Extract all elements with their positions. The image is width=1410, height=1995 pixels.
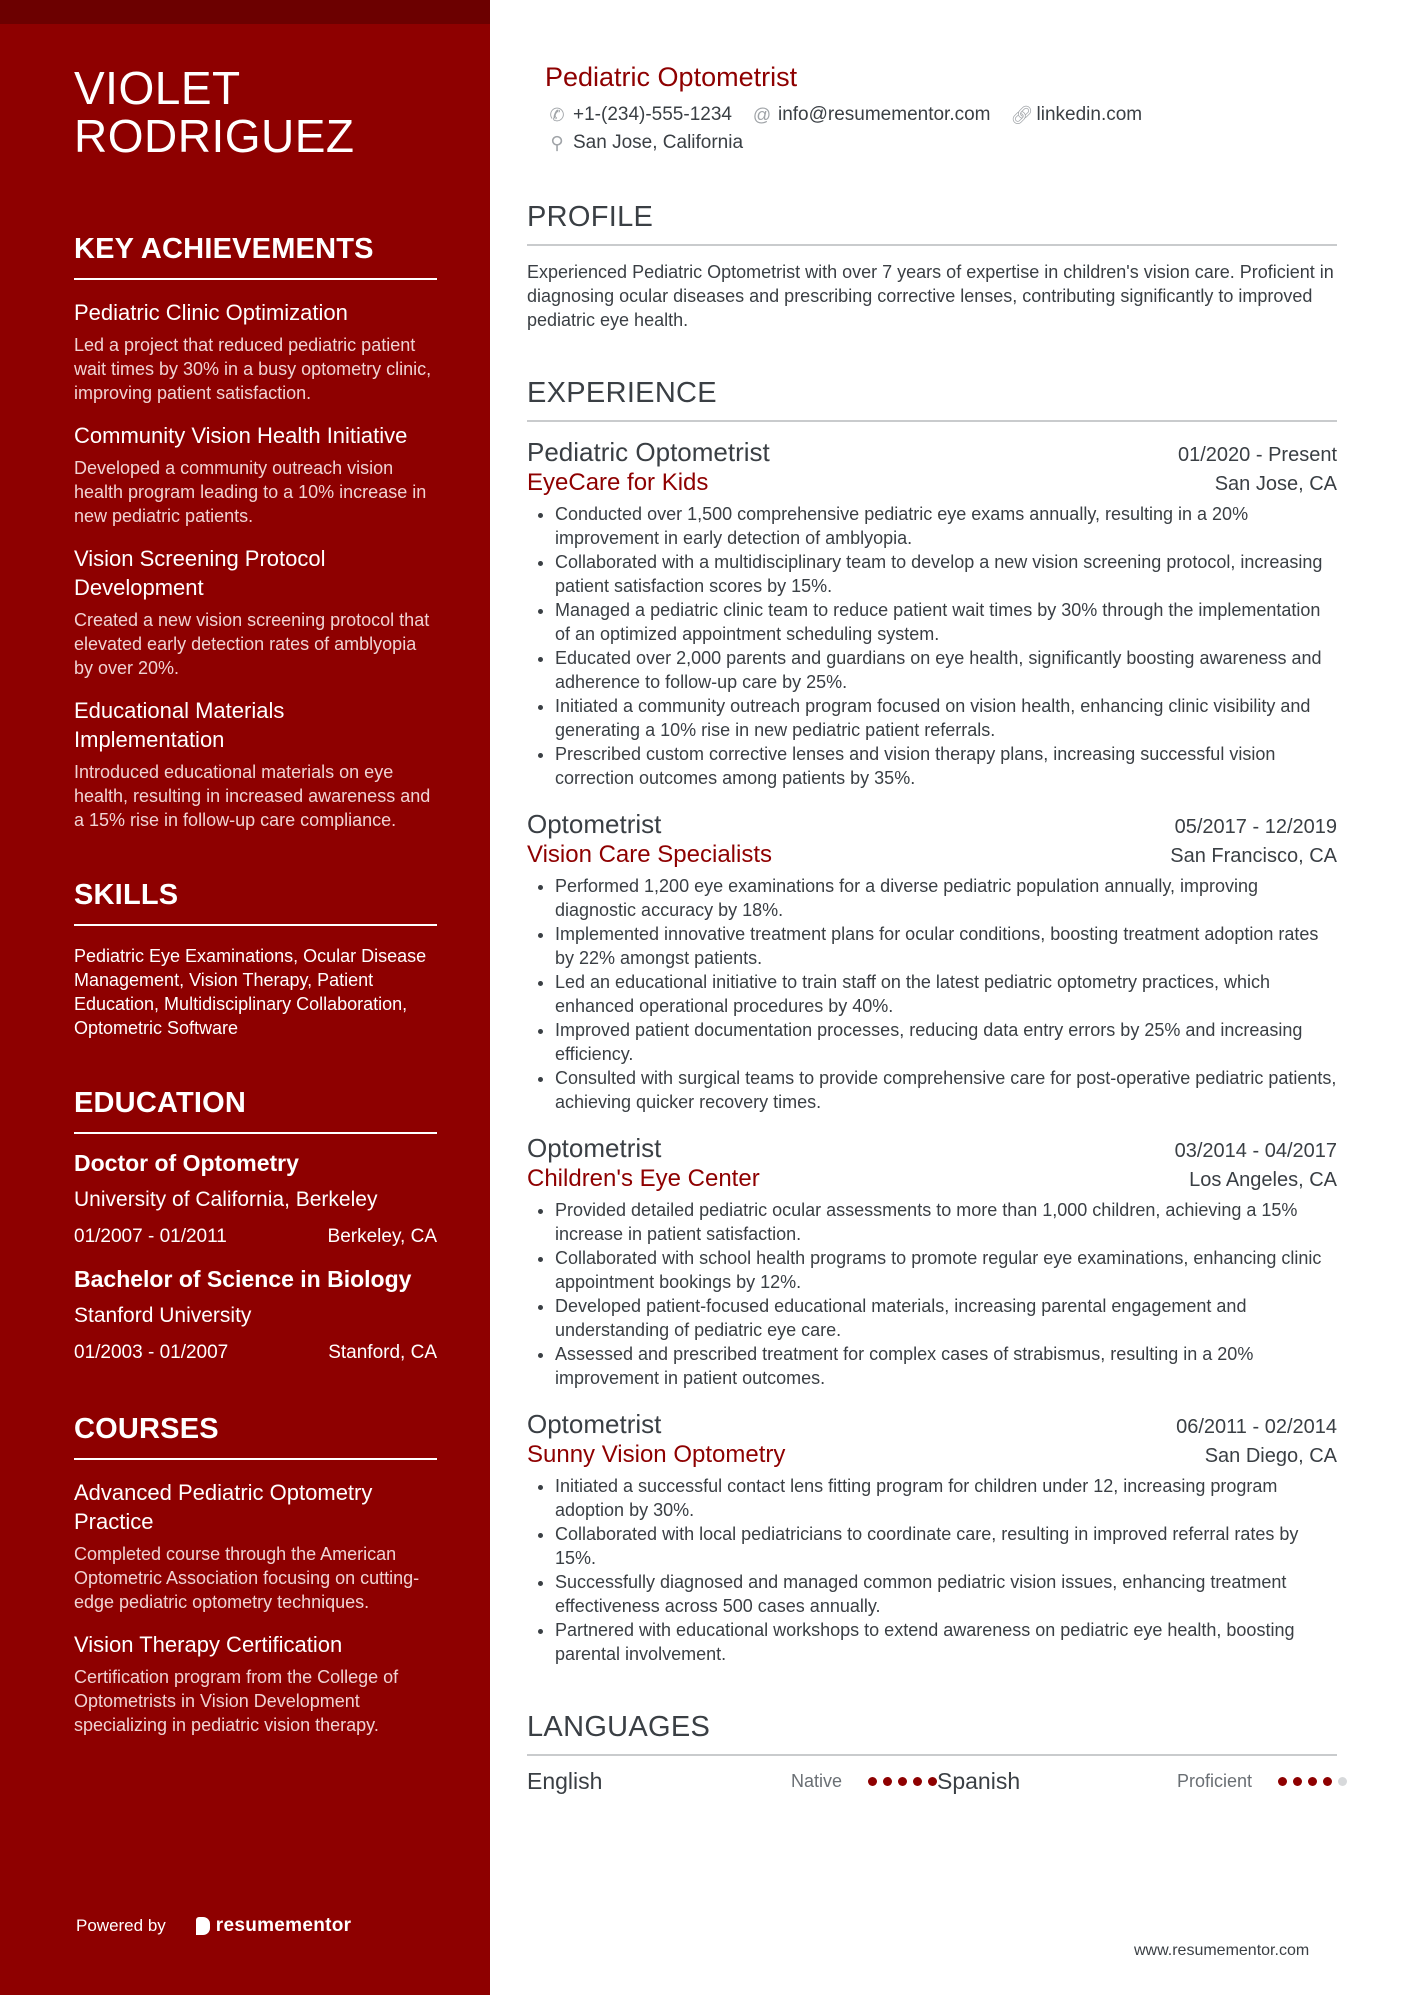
at-icon: @ (752, 105, 772, 125)
email-text: info@resumementor.com (777, 104, 991, 125)
languages-list (527, 1768, 1337, 1795)
experience-bullet: • Consulted with surgical teams to provide comprehensive care for post-operative pediatric patients, achieving quicker recovery times. (555, 1066, 1337, 1114)
rating-dot-filled (883, 1777, 892, 1786)
achievement-title: Educational Materials Implementation (74, 698, 285, 752)
experience-subheader (527, 840, 1337, 870)
experience-role: Optometrist (527, 1409, 662, 1439)
achievement-title: Pediatric Clinic Optimization (74, 300, 348, 325)
course-desc: Completed course through the American Optometric Association focusing on cutting-edge pediatric optometry techniques. (74, 1544, 420, 1612)
experience-bullets (527, 1474, 1337, 1666)
achievement-desc: Created a new vision screening protocol that elevated early detection rates of amblyopia by over 20%. (74, 610, 430, 678)
skills-section (74, 878, 437, 1040)
rating-dot-filled (1278, 1777, 1287, 1786)
experience-bullet: • Educated over 2,000 parents and guardians on eye health, significantly boosting awareness and adherence to follow-up care by 25%. (555, 646, 1337, 694)
contact-row-location (527, 130, 1337, 156)
email[interactable] (752, 102, 991, 128)
achievements-title: KEY ACHIEVEMENTS (74, 232, 437, 280)
language-level: Native (790, 1771, 842, 1791)
education-meta (74, 1224, 437, 1250)
achievement-title: Community Vision Health Initiative (74, 423, 408, 448)
main-content (527, 60, 1337, 1795)
education-location: Stanford, CA (328, 1342, 437, 1363)
experience-location: Los Angeles, CA (1189, 1169, 1337, 1191)
experience-location: San Diego, CA (1204, 1445, 1337, 1467)
experience-dates: 06/2011 - 02/2014 (1176, 1416, 1337, 1438)
education-list (74, 1148, 437, 1366)
phone[interactable] (547, 102, 732, 128)
phone-text: +1-(234)-555-1234 (573, 104, 732, 125)
experience-item (527, 436, 1337, 790)
experience-location: San Jose, CA (1214, 473, 1337, 495)
skills-text: Pediatric Eye Examinations, Ocular Disease Management, Vision Therapy, Patient Education, Multidisciplinary Collaboration, Optometric Software (74, 946, 427, 1038)
experience-header (527, 436, 1337, 468)
achievement-item (74, 696, 437, 832)
candidate-name (74, 64, 437, 160)
course-title: Vision Therapy Certification (74, 1632, 343, 1657)
education-degree: Bachelor of Science in Biology (74, 1266, 412, 1292)
experience-title: EXPERIENCE (527, 376, 1337, 422)
education-location: Berkeley, CA (327, 1226, 437, 1247)
experience-subheader (527, 468, 1337, 498)
profile-section (527, 200, 1337, 332)
powered-by-label: Powered by (76, 1916, 166, 1935)
languages-section (527, 1710, 1337, 1795)
experience-bullet: • Initiated a successful contact lens fitting program for children under 12, increasing program adoption by 30%. (555, 1474, 1337, 1522)
education-degree: Doctor of Optometry (74, 1150, 299, 1176)
powered-by (76, 1915, 351, 1937)
experience-bullets (527, 1198, 1337, 1390)
brand-logo-icon (196, 1917, 210, 1935)
experience-location: San Francisco, CA (1170, 845, 1337, 867)
language-rating (1278, 1777, 1347, 1786)
achievements-list (74, 298, 437, 832)
achievement-item (74, 421, 437, 528)
courses-title: COURSES (74, 1412, 437, 1460)
experience-item (527, 1132, 1337, 1390)
experience-section (527, 376, 1337, 1666)
course-item (74, 1630, 437, 1737)
link-icon: 🔗︎ (1010, 105, 1034, 125)
experience-bullet: • Successfully diagnosed and managed common pediatric vision issues, enhancing treatment effectiveness across 500 cases annually. (555, 1570, 1337, 1618)
education-dates: 01/2007 - 01/2011 (74, 1226, 227, 1247)
experience-bullet: • Improved patient documentation processes, reducing data entry errors by 25% and increasing efficiency. (555, 1018, 1337, 1066)
rating-dot-filled (1323, 1777, 1332, 1786)
contact-row (527, 102, 1337, 128)
location-text: San Jose, California (573, 132, 744, 153)
achievement-desc: Led a project that reduced pediatric patient wait times by 30% in a busy optometry clinic, improving patient satisfaction. (74, 335, 432, 403)
courses-section (74, 1412, 437, 1737)
language-name: English (527, 1768, 603, 1794)
name-last: RODRIGUEZ (74, 110, 355, 162)
education-dates: 01/2003 - 01/2007 (74, 1342, 229, 1363)
experience-header (527, 1132, 1337, 1164)
experience-bullet: • Provided detailed pediatric ocular assessments to more than 1,000 children, achieving a 15% increase in patient satisfaction. (555, 1198, 1337, 1246)
rating-dot-filled (1293, 1777, 1302, 1786)
rating-dot-filled (868, 1777, 877, 1786)
rating-dot-filled (1308, 1777, 1317, 1786)
experience-bullet: • Collaborated with local pediatricians to coordinate care, resulting in improved referral rates by 15%. (555, 1522, 1337, 1570)
experience-header (527, 1408, 1337, 1440)
rating-dot-filled (898, 1777, 907, 1786)
location (547, 130, 743, 156)
experience-company: Vision Care Specialists (527, 841, 773, 868)
rating-dot-empty (1338, 1777, 1347, 1786)
education-title: EDUCATION (74, 1086, 437, 1134)
experience-bullet: • Assessed and prescribed treatment for complex cases of strabismus, resulting in a 20% improvement in patient outcomes. (555, 1342, 1337, 1390)
experience-bullets (527, 502, 1337, 790)
experience-subheader (527, 1164, 1337, 1194)
education-school: Stanford University (74, 1304, 252, 1327)
language-name: Spanish (937, 1768, 1021, 1794)
experience-bullet: • Prescribed custom corrective lenses and vision therapy plans, increasing successful vision correction outcomes among patients by 35%. (555, 742, 1337, 790)
profile-text: Experienced Pediatric Optometrist with over 7 years of expertise in children's vision care. Proficient in diagnosing ocular diseases and prescribing corrective lenses, contributing significantly to improved pediatric eye health. (527, 262, 1334, 330)
experience-company: Sunny Vision Optometry (527, 1441, 786, 1468)
skills-title: SKILLS (74, 878, 437, 926)
experience-bullet: • Conducted over 1,500 comprehensive pediatric eye exams annually, resulting in a 20% improvement in early detection of amblyopia. (555, 502, 1337, 550)
course-desc: Certification program from the College of Optometrists in Vision Development specializing in pediatric vision therapy. (74, 1667, 399, 1735)
sidebar-top-strip (0, 0, 490, 24)
experience-bullet: • Managed a pediatric clinic team to reduce patient wait times by 30% through the implementation of an optimized appointment scheduling system. (555, 598, 1337, 646)
experience-dates: 01/2020 - Present (1178, 444, 1337, 466)
rating-dot-filled (928, 1777, 937, 1786)
rating-dot-filled (913, 1777, 922, 1786)
achievement-item (74, 298, 437, 405)
linkedin-text: linkedin.com (1036, 104, 1143, 125)
brand-logo[interactable] (196, 1915, 352, 1937)
experience-list (527, 436, 1337, 1666)
language-level: Proficient (1176, 1771, 1252, 1791)
achievement-desc: Introduced educational materials on eye health, resulting in increased awareness and a 15% rise in follow-up care compliance. (74, 762, 431, 830)
profile-title: PROFILE (527, 200, 1337, 246)
language-item (937, 1768, 1347, 1795)
brand-name: resumementor (215, 1915, 352, 1936)
achievements-section (74, 232, 437, 832)
education-school: University of California, Berkeley (74, 1188, 378, 1211)
achievement-item (74, 544, 437, 680)
education-section (74, 1086, 437, 1366)
experience-company: Children's Eye Center (527, 1165, 760, 1192)
experience-bullet: • Partnered with educational workshops to extend awareness on pediatric eye health, boosting parental involvement. (555, 1618, 1337, 1666)
language-rating (868, 1777, 937, 1786)
experience-bullet: • Implemented innovative treatment plans for ocular conditions, boosting treatment adoption rates by 22% amongst patients. (555, 922, 1337, 970)
experience-bullets (527, 874, 1337, 1114)
experience-bullet: • Collaborated with school health programs to promote regular eye examinations, enhancing clinic appointment bookings by 12%. (555, 1246, 1337, 1294)
location-pin-icon: ⚲ (550, 133, 564, 153)
experience-bullet: • Collaborated with a multidisciplinary team to develop a new vision screening protocol, increasing patient satisfaction scores by 15%. (555, 550, 1337, 598)
experience-role: Pediatric Optometrist (527, 437, 770, 467)
education-meta (74, 1340, 437, 1366)
experience-header (527, 808, 1337, 840)
achievement-title: Vision Screening Protocol Development (74, 546, 326, 600)
education-item (74, 1264, 437, 1366)
footer-url[interactable]: www.resumementor.com (1134, 1942, 1310, 1959)
languages-title: LANGUAGES (527, 1710, 1337, 1756)
course-title: Advanced Pediatric Optometry Practice (74, 1480, 373, 1534)
phone-icon: ✆ (549, 105, 565, 125)
experience-bullet: • Developed patient-focused educational materials, increasing parental engagement and understanding of pediatric eye care. (555, 1294, 1337, 1342)
experience-bullet: • Initiated a community outreach program focused on vision health, enhancing clinic visibility and generating a 10% rise in new pediatric patient referrals. (555, 694, 1337, 742)
education-item (74, 1148, 437, 1250)
experience-bullet: • Led an educational initiative to train staff on the latest pediatric optometry practices, which enhanced operational procedures by 40%. (555, 970, 1337, 1018)
experience-item (527, 1408, 1337, 1666)
achievement-desc: Developed a community outreach vision health program leading to a 10% increase in new pediatric patients. (74, 458, 427, 526)
experience-subheader (527, 1440, 1337, 1470)
experience-role: Optometrist (527, 1133, 662, 1163)
courses-list (74, 1478, 437, 1737)
job-title: Pediatric Optometrist (545, 62, 798, 92)
name-first: VIOLET (74, 62, 241, 114)
experience-dates: 05/2017 - 12/2019 (1174, 816, 1337, 838)
language-item (527, 1768, 937, 1795)
experience-dates: 03/2014 - 04/2017 (1174, 1140, 1337, 1162)
sidebar (0, 0, 490, 1995)
experience-role: Optometrist (527, 809, 662, 839)
linkedin[interactable] (1011, 102, 1143, 128)
course-item (74, 1478, 437, 1614)
experience-company: EyeCare for Kids (527, 469, 709, 496)
experience-bullet: • Performed 1,200 eye examinations for a diverse pediatric population annually, improving diagnostic accuracy by 18%. (555, 874, 1337, 922)
experience-item (527, 808, 1337, 1114)
